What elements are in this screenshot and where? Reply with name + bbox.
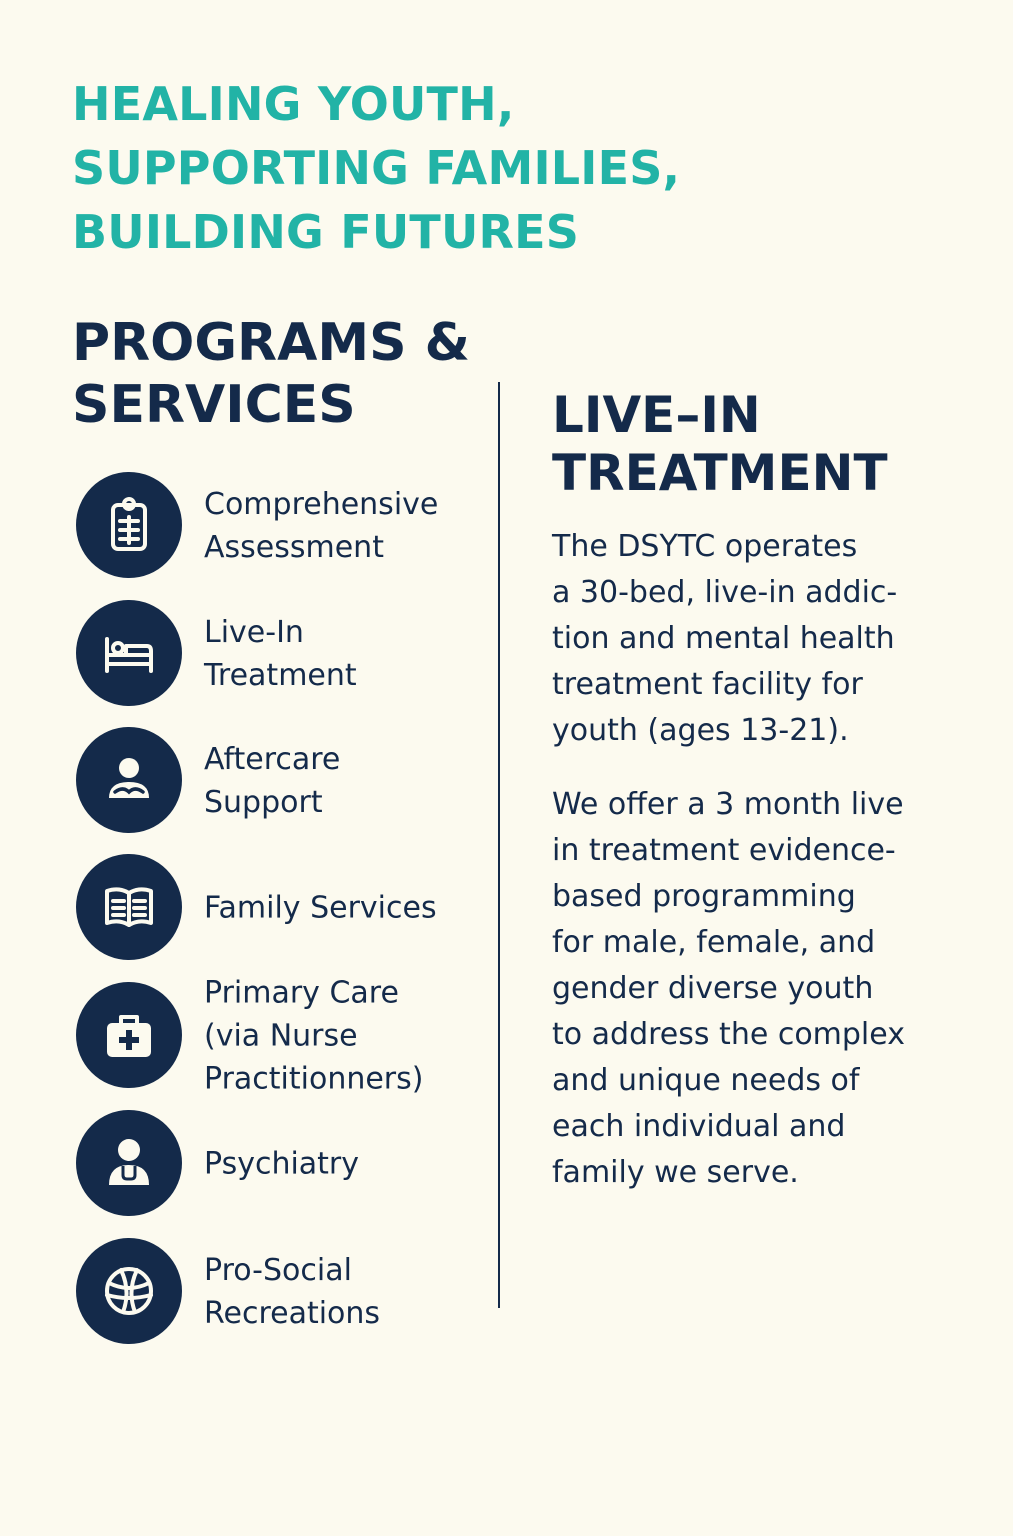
service-item-pro-social-recreations: [76, 1238, 496, 1346]
service-item-aftercare-support: [76, 727, 496, 835]
live-in-treatment-title: [552, 386, 972, 502]
open-book-icon: [76, 854, 182, 960]
facility-description: The DSYTC operates a 30-bed, live-in addic- tion and mental health treatment facility for youth (ages 13-21).: [552, 529, 898, 748]
service-label: Psychiatry: [204, 1146, 360, 1182]
basketball-icon: [76, 1238, 182, 1344]
bed-icon: [76, 600, 182, 706]
service-label: Family Services: [204, 890, 437, 926]
program-description: We offer a 3 month live in treatment evidence- based programming for male, female, and gender diverse youth to address the complex and unique needs of each individual and family we serve.: [552, 787, 905, 1190]
service-label: Pro-Social Recreations: [204, 1253, 381, 1331]
service-item-comprehensive-assessment: [76, 472, 496, 580]
programs-services-title: [72, 312, 512, 436]
tagline-heading: [72, 72, 952, 264]
service-label: Aftercare Support: [204, 742, 341, 820]
clipboard-icon: [76, 472, 182, 578]
service-label: Live-In Treatment: [204, 615, 357, 693]
doctor-icon: [76, 1110, 182, 1216]
tagline-line: BUILDING FUTURES: [72, 205, 580, 259]
service-item-primary-care: [76, 975, 496, 1097]
service-item-family-services: [76, 854, 496, 962]
programs-title-line: SERVICES: [72, 375, 356, 435]
service-label: Comprehensive Assessment: [204, 487, 439, 565]
service-item-psychiatry: [76, 1110, 496, 1218]
service-item-live-in-treatment: [76, 600, 496, 708]
person-support-icon: [76, 727, 182, 833]
tagline-line: HEALING YOUTH,: [72, 77, 515, 131]
tagline-line: SUPPORTING FAMILIES,: [72, 141, 681, 195]
programs-title-line: PROGRAMS &: [72, 313, 470, 373]
medical-kit-icon: [76, 982, 182, 1088]
live-title-line: TREATMENT: [552, 444, 888, 502]
service-label: Primary Care (via Nurse Practitionners): [204, 975, 424, 1097]
live-title-line: LIVE–IN: [552, 386, 761, 444]
